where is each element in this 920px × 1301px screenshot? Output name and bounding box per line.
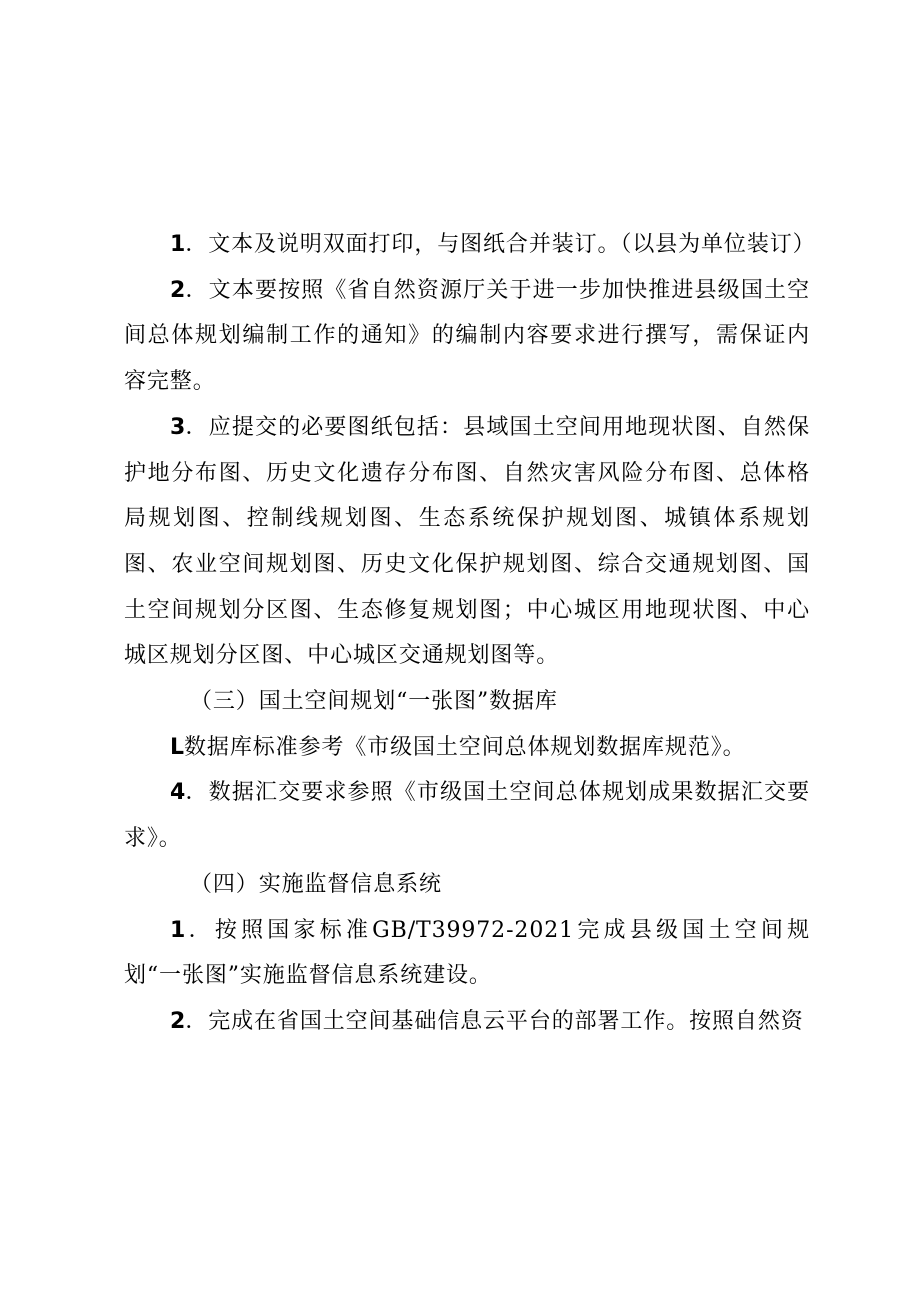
section3-item-1 — [124, 725, 810, 771]
paragraph-number: 2 — [170, 277, 186, 303]
item-text: ．完成在省国土空间基础信息云平台的部署工作。按照自然资 — [185, 1008, 804, 1034]
section4-item-2 — [124, 999, 810, 1045]
section3-item-2 — [124, 770, 810, 861]
document-body — [124, 222, 816, 1045]
paragraph-text: ．文本要按照《省自然资源厅关于进一步加快推进县级国土空间总体规划编制工作的通知》的编制内容要求进行撰写，需保证内容完整。 — [124, 277, 810, 395]
paragraph-text: ．应提交的必要图纸包括：县域国土空间用地现状图、自然保护地分布图、历史文化遗存分布图、自然灾害风险分布图、总体格局规划图、控制线规划图、生态系统保护规划图、城镇体系规划图、农业空间规划图、历史文化保护规划图、综合交通规划图、国土空间规划分区图、生态修复规划图；中心城区用地现状图、中心城区规划分区图、中心城区交通规划图等。 — [124, 414, 810, 669]
item-number: 4 — [170, 780, 186, 806]
paragraph-number: 1 — [170, 232, 186, 257]
paragraph-number: 3 — [170, 414, 186, 440]
paragraph-text: ．文本及说明双面打印，与图纸合并装订。（以县为单位装订） — [185, 232, 816, 257]
item-number: 1 — [170, 917, 186, 943]
item-text: ．数据汇交要求参照《市级国土空间总体规划成果数据汇交要求》。 — [124, 780, 810, 852]
section-heading-3: （三）国土空间规划“一张图”数据库 — [190, 689, 558, 715]
item-text: ．按照国家标准GB/T39972-2021完成县级国土空间规划“一张图”实施监督信息系统建设。 — [124, 917, 810, 989]
section-heading-4: （四）实施监督信息系统 — [190, 871, 442, 897]
paragraph-2 — [124, 268, 810, 405]
item-number: 2 — [170, 1008, 186, 1034]
item-number: L — [170, 734, 185, 760]
section4-item-1 — [124, 908, 810, 999]
paragraph-1 — [124, 222, 816, 268]
paragraph-3 — [124, 405, 810, 679]
item-text: 数据库标准参考《市级国土空间总体规划数据库规范》。 — [184, 734, 746, 760]
